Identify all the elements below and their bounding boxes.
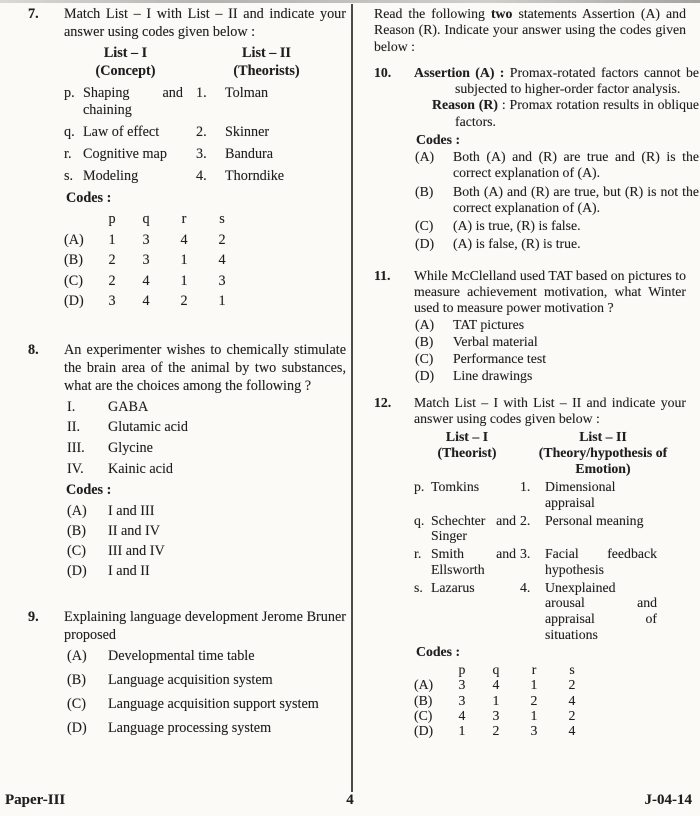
statement-text: Glutamic acid — [108, 419, 188, 436]
match-row — [64, 124, 346, 142]
codes-cell: 2 — [180, 293, 188, 310]
question-text: An experimenter wishes to chemically stimulate the brain area of the animal by two substances, what are the choices among the following ? — [64, 341, 346, 394]
codes-cell: 4 — [180, 231, 188, 248]
match-left: Lazarus — [431, 579, 475, 595]
list1-title: List – I — [103, 44, 148, 61]
match-rows — [64, 85, 346, 186]
match-key: p. — [64, 84, 75, 101]
codes-label: Codes : — [416, 644, 461, 660]
codes-cell: q — [142, 210, 150, 227]
codes-cell: 2 — [568, 677, 576, 693]
statement-numeral: IV. — [67, 461, 84, 478]
match-list-headers — [414, 429, 686, 476]
match-num: 1. — [196, 84, 207, 101]
codes-cell: 2 — [492, 723, 500, 739]
question-body — [64, 6, 346, 312]
option-label: (D) — [67, 563, 87, 580]
match-key: s. — [64, 168, 74, 185]
match-left: Smith and Ellsworth — [431, 546, 516, 577]
match-row — [414, 513, 686, 544]
codes-row-label: (A) — [64, 231, 84, 248]
option-label: (C) — [415, 351, 434, 367]
codes-cell: 1 — [218, 293, 226, 310]
codes-cell — [414, 662, 447, 677]
statement-text: Kainic acid — [108, 461, 173, 478]
question-number: 9. — [28, 608, 39, 625]
codes-cell: 3 — [530, 723, 538, 739]
option-text: I and III — [108, 503, 155, 519]
match-row — [64, 146, 346, 164]
match-key: q. — [64, 124, 75, 141]
statement-item — [64, 419, 346, 437]
match-right: Personal meaning — [545, 512, 644, 528]
option-row — [64, 521, 346, 541]
option-label: (C) — [67, 543, 86, 560]
match-num: 4. — [520, 579, 531, 595]
codes-row — [64, 250, 346, 271]
option-text: Line drawings — [453, 368, 533, 384]
option-row — [414, 351, 686, 367]
option-row — [414, 184, 699, 217]
option-row — [64, 648, 346, 666]
match-left: Shaping and chaining — [83, 84, 183, 119]
match-right: Bandura — [225, 146, 274, 163]
footer-page-number: 4 — [346, 792, 354, 808]
codes-cell: 1 — [458, 723, 466, 739]
list2-header — [520, 429, 686, 476]
codes-cell: 4 — [492, 677, 500, 693]
codes-header-row — [64, 209, 346, 230]
codes-label: Codes : — [66, 190, 112, 207]
codes-row — [64, 291, 346, 312]
question-10 — [374, 64, 699, 255]
question-9 — [28, 609, 346, 744]
codes-cell: q — [492, 661, 500, 677]
match-right: Skinner — [225, 124, 270, 141]
option-row — [64, 720, 346, 738]
match-left: Cognitive map — [83, 146, 167, 163]
codes-cell: 1 — [530, 677, 538, 693]
codes-cell: 3 — [142, 231, 150, 248]
codes-cell: 1 — [530, 708, 538, 724]
codes-cell: 4 — [142, 293, 150, 310]
option-text: Both (A) and (R) are true, but (R) is not the correct explanation of (A). — [453, 183, 699, 215]
options — [64, 501, 346, 582]
codes-cell: 4 — [458, 708, 466, 724]
option-text: Language acquisition system — [108, 672, 273, 689]
codes-cell: p — [108, 210, 116, 227]
codes-label: Codes : — [416, 131, 461, 147]
codes-row-label: (D) — [414, 723, 434, 739]
codes-cell: 4 — [218, 252, 226, 269]
left-column — [28, 6, 346, 744]
match-row — [64, 85, 346, 121]
codes-cell: 2 — [530, 692, 538, 708]
match-key: q. — [414, 512, 425, 528]
footer-paper-code: J-04-14 — [644, 792, 692, 808]
intro-text-bold: two — [490, 6, 513, 21]
option-label: (A) — [415, 149, 435, 165]
question-text: While McClelland used TAT based on pictures to measure achievement motivation, what Winter used to measure power motivation ? — [414, 267, 686, 316]
option-label: (A) — [67, 503, 87, 519]
assertion-statement — [414, 65, 699, 98]
option-row — [64, 672, 346, 690]
codes-row-label: (A) — [414, 677, 434, 693]
option-label: (D) — [415, 368, 435, 384]
codes-row-label: (B) — [64, 252, 83, 269]
codes-row — [64, 271, 346, 292]
question-8 — [28, 342, 346, 582]
match-num: 3. — [196, 146, 207, 163]
question-text: Explaining language development Jerome Bruner proposed — [64, 608, 346, 643]
codes-row — [414, 723, 686, 738]
codes-header-row — [414, 662, 686, 677]
reason-text: : Promax rotation results in oblique factors. — [455, 97, 699, 129]
codes-cell: 4 — [568, 723, 576, 739]
codes-cell: 2 — [108, 252, 116, 269]
match-right: Tolman — [225, 84, 269, 101]
codes-cell: 3 — [458, 677, 466, 693]
codes-cell: 3 — [218, 272, 226, 289]
reason-statement — [414, 97, 699, 130]
list1-subtitle: (Theorist) — [437, 444, 497, 460]
codes-row-label: (C) — [414, 708, 433, 724]
option-label: (D) — [415, 236, 435, 252]
option-text: Performance test — [453, 351, 547, 367]
option-row — [414, 317, 686, 333]
question-body — [414, 268, 686, 386]
option-text: (A) is true, (R) is false. — [453, 218, 581, 234]
match-lists — [414, 429, 686, 642]
codes-cell — [64, 209, 97, 230]
option-text: Language acquisition support system — [108, 696, 319, 713]
codes-row — [64, 230, 346, 251]
match-left: Law of effect — [83, 124, 160, 141]
list1-header — [64, 45, 187, 81]
codes-cell: 2 — [108, 272, 116, 289]
question-text: Match List – I with List – II and indicate your answer using codes given below : — [414, 394, 686, 426]
codes-table — [64, 209, 346, 312]
codes-cell: 4 — [142, 272, 150, 289]
match-left: Modeling — [83, 168, 139, 185]
list2-subtitle: (Theory/hypothesis of Emotion) — [538, 444, 668, 476]
codes-cell: p — [458, 661, 466, 677]
codes-cell: 1 — [180, 252, 188, 269]
option-text: (A) is false, (R) is true. — [453, 236, 581, 252]
option-row — [414, 149, 699, 182]
question-number: 11. — [374, 267, 391, 283]
option-row — [64, 696, 346, 714]
question-text: Match List – I with List – II and indicate your answer using codes given below : — [64, 6, 346, 40]
option-label: (B) — [67, 672, 86, 689]
statement-text: GABA — [108, 398, 149, 415]
codes-row — [414, 677, 686, 692]
option-text: II and IV — [108, 523, 160, 540]
codes-row — [414, 708, 686, 723]
match-left: Schechter and Singer — [431, 512, 516, 544]
reason-label: Reason (R) — [432, 97, 498, 113]
question-body — [64, 609, 346, 744]
codes-cell: 1 — [180, 272, 188, 289]
option-row — [414, 368, 686, 384]
codes-row — [414, 693, 686, 708]
codes-row-label: (D) — [64, 293, 84, 310]
list1-title: List – I — [445, 429, 489, 445]
list2-header — [187, 45, 346, 81]
option-label: (D) — [67, 720, 87, 737]
option-text: TAT pictures — [453, 316, 525, 332]
option-row — [64, 501, 346, 521]
statement-item — [64, 440, 346, 458]
question-7 — [28, 6, 346, 312]
list2-subtitle: (Theorists) — [233, 62, 300, 79]
codes-cell: 3 — [458, 692, 466, 708]
codes-cell: r — [531, 661, 537, 677]
codes-cell: 2 — [568, 708, 576, 724]
scan-artifact-strip — [0, 0, 700, 3]
codes-cell: 3 — [142, 252, 150, 269]
codes-cell: s — [569, 661, 575, 677]
statement-text: Glycine — [108, 440, 153, 457]
match-key: p. — [414, 479, 425, 495]
codes-cell: 2 — [218, 231, 226, 248]
statement-item — [64, 399, 346, 417]
question-number: 8. — [28, 341, 39, 358]
option-row — [414, 218, 699, 234]
match-num: 1. — [520, 479, 531, 495]
list1-header — [414, 429, 520, 476]
codes-cell: 3 — [492, 708, 500, 724]
question-body — [64, 342, 346, 582]
option-label: (B) — [67, 523, 86, 540]
assertion-label: Assertion (A) : — [414, 64, 505, 80]
option-text: I and II — [108, 563, 150, 580]
option-text: Both (A) and (R) are true and (R) is the correct explanation of (A). — [453, 149, 699, 181]
question-12 — [374, 395, 686, 739]
intro-text-pre: Read the following — [374, 6, 485, 21]
option-label: (C) — [415, 218, 434, 234]
match-right: Dimensional appraisal — [545, 479, 616, 510]
assertion-reason-intro — [374, 6, 686, 55]
codes-cell: s — [219, 210, 225, 227]
option-label: (B) — [415, 183, 434, 199]
option-text: Verbal material — [453, 333, 538, 349]
column-divider — [351, 4, 353, 792]
option-row — [414, 236, 699, 252]
intro-text-post: statements Assertion (A) and Reason (R). Indicate your answer using the codes given below : — [374, 6, 686, 54]
list2-title: List – II — [242, 44, 291, 61]
option-row — [414, 334, 686, 350]
question-body — [414, 395, 686, 739]
option-label: (A) — [67, 648, 87, 665]
match-left: Tomkins — [431, 479, 480, 495]
match-right: Facial feedback hypothesis — [545, 546, 657, 577]
match-key: r. — [64, 146, 72, 163]
codes-label: Codes : — [66, 482, 112, 499]
question-number: 7. — [28, 6, 39, 22]
option-text: Developmental time table — [108, 648, 255, 665]
option-label: (A) — [415, 316, 435, 332]
codes-cell: 3 — [108, 293, 116, 310]
match-key: r. — [414, 546, 422, 562]
options — [414, 317, 686, 385]
match-num: 3. — [520, 546, 531, 562]
match-right: Thorndike — [225, 168, 285, 185]
question-number: 12. — [374, 394, 392, 410]
match-num: 2. — [520, 512, 531, 528]
codes-row-label: (C) — [64, 272, 83, 289]
match-row — [414, 479, 686, 510]
option-text: Language processing system — [108, 720, 272, 737]
footer-paper-label: Paper-III — [5, 792, 66, 808]
option-row — [64, 561, 346, 581]
match-row — [414, 580, 686, 643]
match-right: Unexplained arousal and appraisal of situations — [545, 579, 657, 642]
option-row — [64, 541, 346, 561]
list2-title: List – II — [579, 429, 627, 445]
assertion-text: Promax-rotated factors cannot be subjected to higher-order factor analysis. — [455, 64, 699, 97]
right-column — [374, 6, 699, 739]
question-body — [414, 65, 699, 255]
match-num: 2. — [196, 124, 207, 141]
options — [64, 648, 346, 738]
list1-subtitle: (Concept) — [95, 62, 156, 79]
option-text: III and IV — [108, 543, 165, 560]
question-11 — [374, 268, 686, 386]
statement-numeral: I. — [67, 398, 76, 415]
codes-cell: 1 — [492, 692, 500, 708]
codes-row-label: (B) — [414, 692, 433, 708]
codes-cell: 4 — [568, 692, 576, 708]
match-num: 4. — [196, 168, 207, 185]
match-row — [414, 546, 686, 577]
codes-table — [414, 662, 686, 739]
question-number: 10. — [374, 64, 392, 80]
match-list-headers — [64, 45, 346, 81]
option-label: (B) — [415, 333, 434, 349]
match-key: s. — [414, 579, 423, 595]
statement-item — [64, 461, 346, 479]
statement-list — [64, 399, 346, 480]
options — [414, 149, 699, 253]
option-label: (C) — [67, 696, 86, 713]
codes-cell: r — [181, 210, 187, 227]
codes-cell: 1 — [108, 231, 116, 248]
statement-numeral: II. — [67, 419, 80, 436]
match-row — [64, 168, 346, 186]
statement-numeral: III. — [67, 440, 85, 457]
